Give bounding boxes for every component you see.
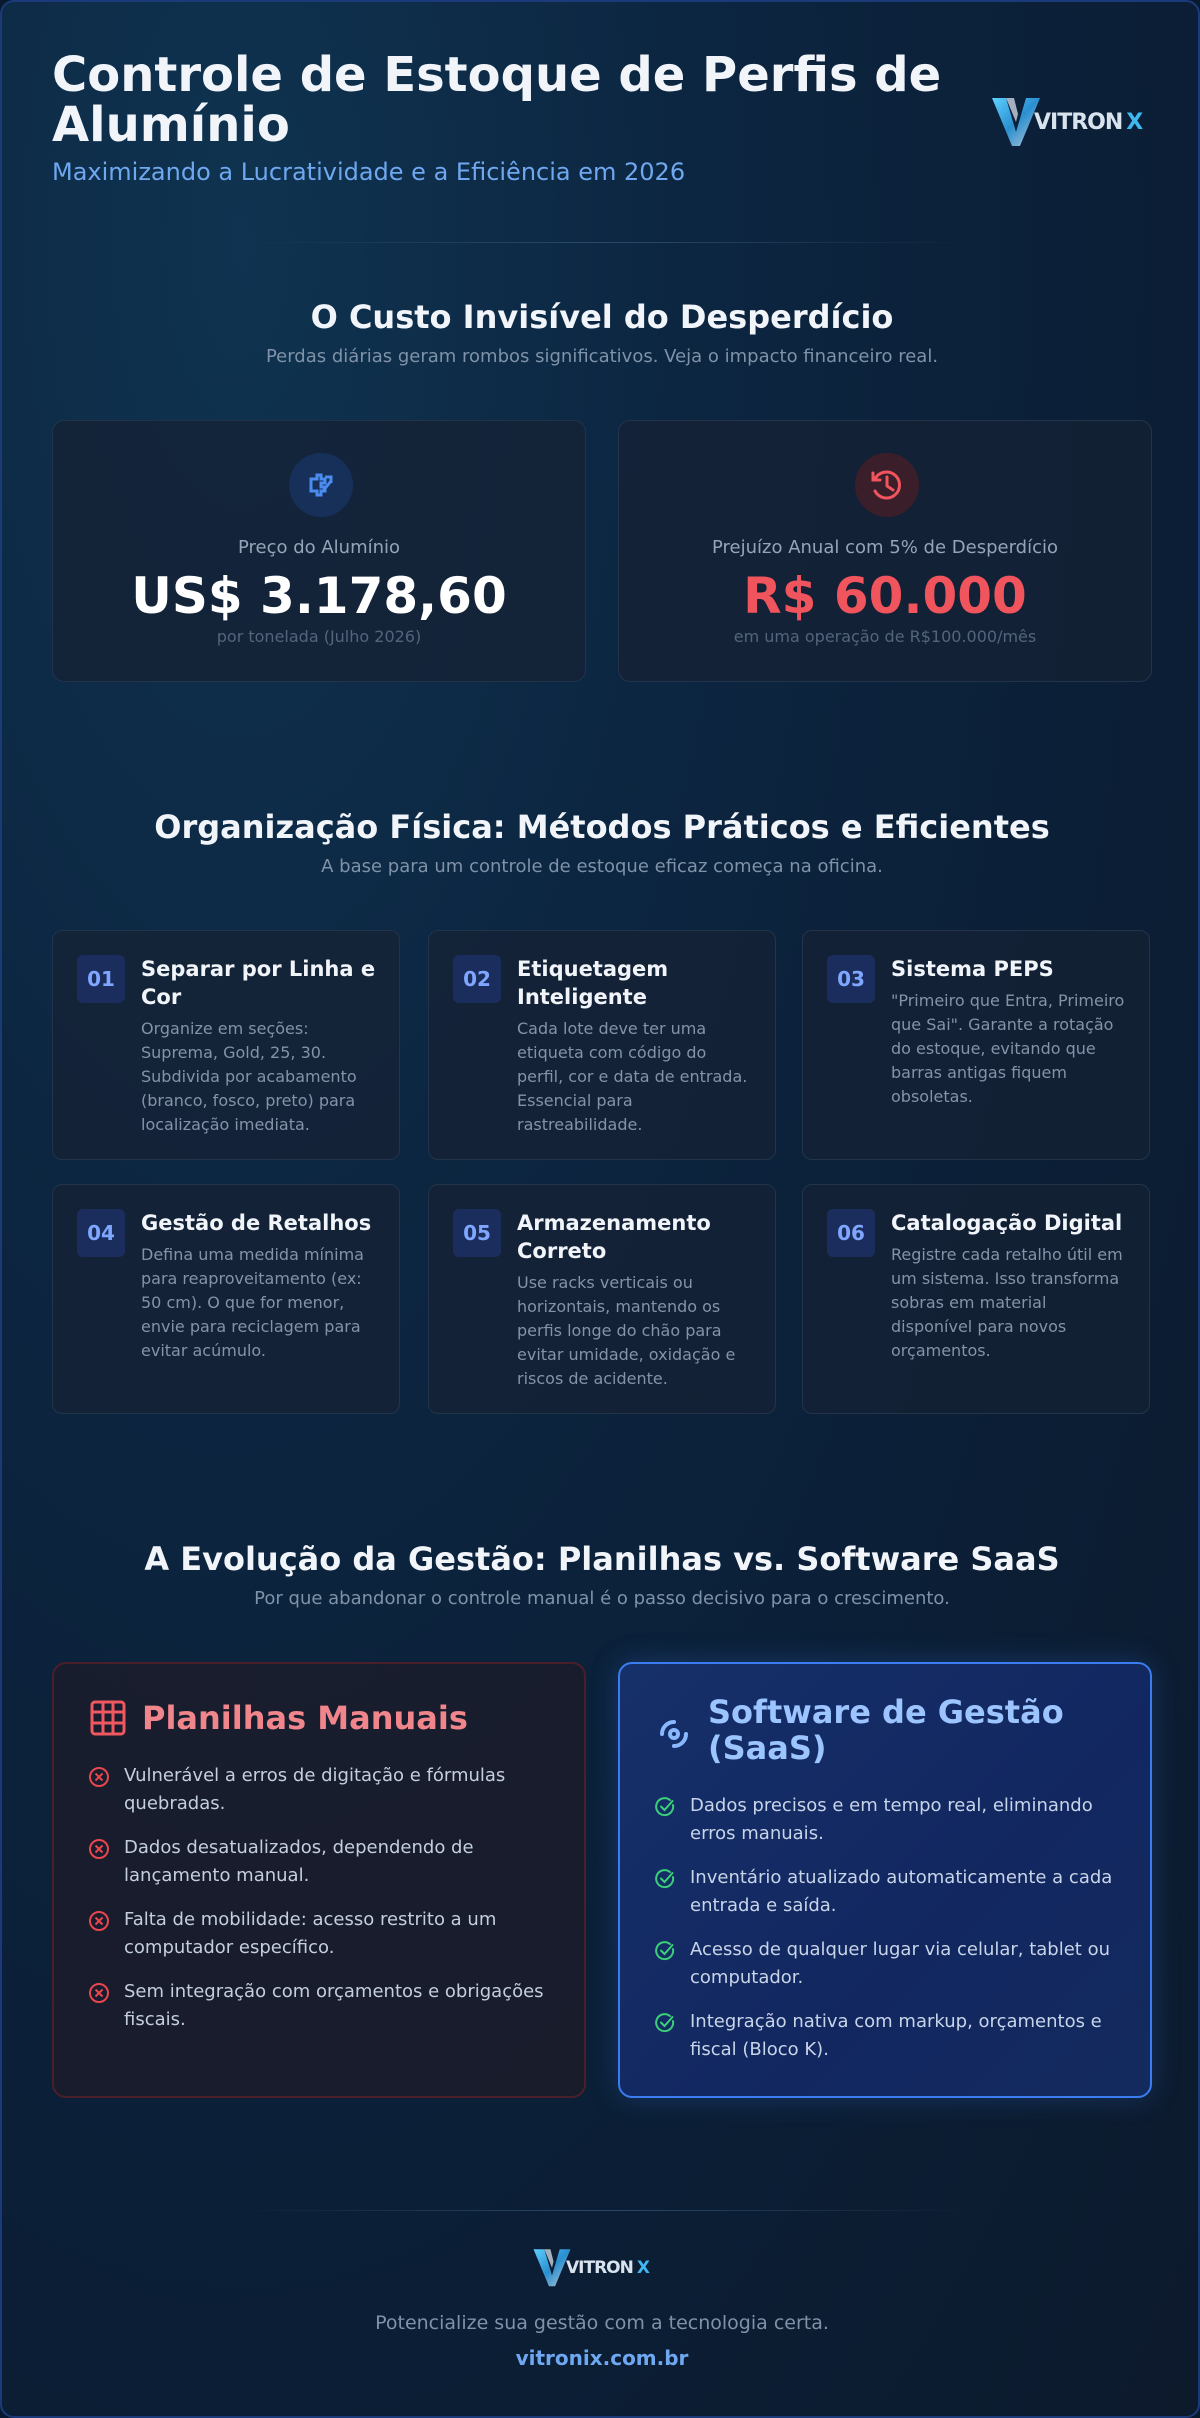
list-item-text: Sem integração com orçamentos e obrigações fiscais.	[124, 1981, 544, 2030]
spreadsheet-grid-icon	[88, 1698, 128, 1738]
saas-card-title: Software de Gestão (SaaS)	[708, 1693, 1064, 1767]
method-number: 03	[827, 955, 875, 1003]
method-card	[52, 930, 400, 1160]
method-title: Armazenamento Correto	[517, 1211, 711, 1263]
method-card	[428, 930, 776, 1160]
method-card	[802, 1184, 1150, 1414]
list-item	[88, 1978, 558, 2038]
footer-website-link[interactable]: vitronix.com.br	[515, 2346, 689, 2370]
saas-software-card	[618, 1662, 1152, 2098]
method-number: 01	[77, 955, 125, 1003]
x-circle-icon	[88, 1838, 110, 1860]
manual-card-title: Planilhas Manuais	[142, 1699, 468, 1737]
list-item-text: Dados desatualizados, dependendo de lançamento manual.	[124, 1837, 474, 1886]
list-item-text: Falta de mobilidade: acesso restrito a um computador específico.	[124, 1909, 497, 1958]
clock-history-icon	[855, 453, 919, 517]
method-title: Catalogação Digital	[891, 1211, 1123, 1235]
stat-label: Prejuízo Anual com 5% de Desperdício	[712, 537, 1058, 558]
method-description: "Primeiro que Entra, Primeiro que Sai". Garante a rotação do estoque, evitando que barras antigas fiquem obsoletas.	[891, 991, 1125, 1106]
stat-note: por tonelada (Julho 2026)	[216, 627, 422, 646]
annual-loss-card	[618, 420, 1152, 682]
method-description: Use racks verticais ou horizontais, mantendo os perfis longe do chão para evitar umidade, oxidação e riscos de acidente.	[517, 1273, 736, 1388]
method-description: Registre cada retalho útil em um sistema. Isso transforma sobras em material disponível para novos orçamentos.	[891, 1245, 1123, 1360]
waste-section-title: O Custo Invisível do Desperdício	[310, 298, 894, 336]
method-card	[802, 930, 1150, 1160]
method-card	[428, 1184, 776, 1414]
method-number: 04	[77, 1209, 125, 1257]
list-item	[654, 1936, 1124, 1996]
manual-spreadsheets-card	[52, 1662, 586, 2098]
method-title: Gestão de Retalhos	[141, 1211, 372, 1235]
list-item	[654, 1792, 1124, 1852]
method-description: Defina uma medida mínima para reaproveitamento (ex: 50 cm). O que for menor, envie para reciclagem para evitar acúmulo.	[141, 1245, 364, 1360]
list-item-text: Vulnerável a erros de digitação e fórmulas quebradas.	[124, 1765, 506, 1814]
list-item-text: Dados precisos e em tempo real, eliminando erros manuais.	[690, 1795, 1093, 1844]
page-title: Controle de Estoque de Perfis de Alumínio	[52, 47, 942, 153]
method-card	[52, 1184, 400, 1414]
list-item	[654, 1864, 1124, 1924]
check-circle-icon	[654, 1940, 676, 1962]
x-circle-icon	[88, 1910, 110, 1932]
stat-value: US$ 3.178,60	[131, 567, 507, 625]
stat-value: R$ 60.000	[743, 567, 1027, 625]
method-description: Cada lote deve ter uma etiqueta com código do perfil, cor e data de entrada. Essencial para rastreabilidade.	[517, 1019, 748, 1134]
methods-section-subtitle: A base para um controle de estoque eficaz começa na oficina.	[321, 856, 883, 877]
stat-note: em uma operação de R$100.000/mês	[733, 627, 1037, 646]
logo-wordmark: VITRON X	[566, 2258, 649, 2278]
waste-section-subtitle: Perdas diárias geram rombos significativos. Veja o impacto financeiro real.	[265, 346, 939, 367]
list-item	[654, 2008, 1124, 2068]
footer-vitronix-logo	[532, 2242, 672, 2292]
check-circle-icon	[654, 1796, 676, 1818]
sync-gauge-icon	[654, 1714, 694, 1754]
method-description: Organize em seções: Suprema, Gold, 25, 30. Subdivida por acabamento (branco, fosco, preto) para localização imediata.	[141, 1019, 357, 1134]
x-circle-icon	[88, 1982, 110, 2004]
method-number: 02	[453, 955, 501, 1003]
aluminum-price-card	[52, 420, 586, 682]
header	[52, 47, 1152, 200]
list-item	[88, 1762, 558, 1822]
coins-icon	[289, 453, 353, 517]
list-item	[88, 1906, 558, 1966]
check-circle-icon	[654, 1868, 676, 1890]
method-title: Etiquetagem Inteligente	[517, 957, 669, 1009]
stat-label: Preço do Alumínio	[237, 537, 401, 558]
page-subtitle: Maximizando a Lucratividade e a Eficiência em 2026	[52, 158, 686, 186]
check-circle-icon	[654, 2012, 676, 2034]
method-number: 05	[453, 1209, 501, 1257]
methods-section-title: Organização Física: Métodos Práticos e Eficientes	[154, 808, 1050, 846]
method-number: 06	[827, 1209, 875, 1257]
list-item-text: Inventário atualizado automaticamente a cada entrada e saída.	[690, 1867, 1113, 1916]
x-circle-icon	[88, 1766, 110, 1788]
vitronix-logo	[990, 92, 1152, 150]
footer-tagline: Potencialize sua gestão com a tecnologia certa.	[375, 2312, 829, 2334]
evolution-section-title: A Evolução da Gestão: Planilhas vs. Software SaaS	[144, 1540, 1060, 1578]
divider	[232, 242, 972, 243]
list-item-text: Integração nativa com markup, orçamentos e fiscal (Bloco K).	[690, 2011, 1102, 2060]
method-title: Separar por Linha e Cor	[141, 957, 376, 1009]
logo-wordmark: VITRON X	[1034, 110, 1143, 135]
evolution-section-subtitle: Por que abandonar o controle manual é o passo decisivo para o crescimento.	[254, 1588, 950, 1609]
method-title: Sistema PEPS	[891, 957, 1054, 981]
list-item	[88, 1834, 558, 1894]
list-item-text: Acesso de qualquer lugar via celular, tablet ou computador.	[690, 1939, 1111, 1988]
divider	[232, 2210, 972, 2211]
